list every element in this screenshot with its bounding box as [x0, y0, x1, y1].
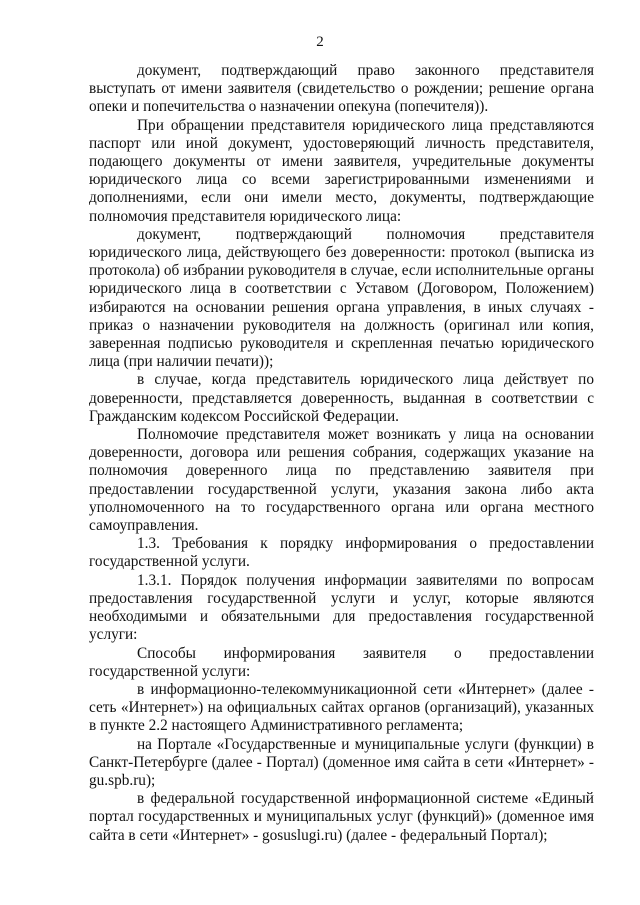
paragraph-authority-document: документ, подтверждающий полномочия представителя юридического лица, действующего без доверенности: протокол (выписка из протокола) об избрании руководителя в случае, если исполнительные органы юридического лица в соответствии с Уставом (Договором, Положением) избираются на основании решения органа управления, в иных случаях - приказ о назначении руководителя на должность (оригинал или копия, заверенная подписью руководителя и скрепленная печатью юридического лица (при наличии печати));	[89, 225, 594, 371]
section-heading-1-3: 1.3. Требования к порядку информирования о предоставлении государственной услуги.	[89, 535, 594, 571]
paragraph-power-of-attorney: в случае, когда представитель юридического лица действует по доверенности, представляется доверенность, выданная в соответствии с Гражданским кодексом Российской Федерации.	[89, 371, 594, 425]
paragraph-informing-methods: Способы информирования заявителя о предоставлении государственной услуги:	[89, 644, 594, 680]
paragraph-representative-authority: Полномочие представителя может возникать у лица на основании доверенности, договора или решения собрания, содержащих указание на полномочия доверенного лица по представлению заявителя при предоставлении государственной услуги, указания закона либо акта уполномоченного на то государственного органа или органа местного самоуправления.	[89, 426, 594, 535]
document-body	[89, 62, 594, 845]
list-item-federal-portal: в федеральной государственной информационной системе «Единый портал государственных и муниципальных услуг (функций)» (доменное имя сайта в сети «Интернет» - gosuslugi.ru) (далее - федеральный Портал);	[89, 790, 594, 844]
section-heading-1-3-1: 1.3.1. Порядок получения информации заявителями по вопросам предоставления государственной услуги и услуг, которые являются необходимыми и обязательными для предоставления государственной услуги:	[89, 571, 594, 644]
list-item-portal: на Портале «Государственные и муниципальные услуги (функции) в Санкт-Петербурге (далее - Портал) (доменное имя сайта в сети «Интернет» - gu.spb.ru);	[89, 735, 594, 789]
page-number: 2	[316, 34, 324, 50]
paragraph-legal-representative-document: документ, подтверждающий право законного представителя выступать от имени заявителя (свидетельство о рождении; решение органа опеки и попечительства о назначении опекуна (попечителя)).	[89, 62, 594, 116]
list-item-internet: в информационно-телекоммуникационной сети «Интернет» (далее - сеть «Интернет») на официальных сайтах органов (организаций), указанных в пункте 2.2 настоящего Административного регламента;	[89, 680, 594, 735]
paragraph-legal-entity-representative: При обращении представителя юридического лица представляются паспорт или иной документ, удостоверяющий личность представителя, подающего документы от имени заявителя, учредительные документы юридического лица со всеми зарегистрированными изменениями и дополнениями, если они имели место, документы, подтверждающие полномочия представителя юридического лица:	[89, 116, 594, 225]
